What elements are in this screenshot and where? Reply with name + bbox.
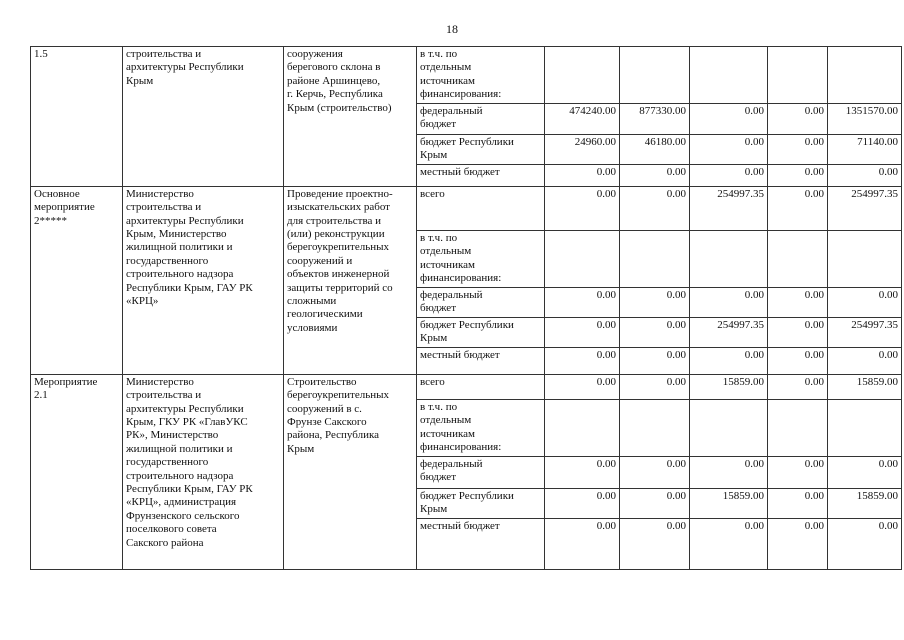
value-cell: 0.00 — [690, 518, 768, 569]
value-cell — [690, 47, 768, 104]
value-cell — [768, 399, 828, 456]
value-cell: 0.00 — [690, 456, 768, 488]
source-label: бюджет Республики Крым — [417, 488, 545, 518]
value-cell: 0.00 — [545, 456, 620, 488]
executor-cell: Министерство строительства и архитектуры Республики Крым, ГКУ РК «ГлавУКС РК», Министерство жилищной политики и государственного строительного надзора Республики Крым, ГАУ РК «КРЦ», администрация Фрунзенского сельского поселкового совета Сакского района — [123, 374, 284, 569]
row-id: Основное мероприятие 2***** — [31, 186, 123, 374]
value-cell: 0.00 — [545, 347, 620, 374]
value-cell: 0.00 — [620, 488, 690, 518]
value-cell: 0.00 — [545, 186, 620, 230]
value-cell: 0.00 — [768, 104, 828, 135]
value-cell: 0.00 — [690, 164, 768, 186]
description-cell: сооружения берегового склона в районе Аршинцево, г. Керчь, Республика Крым (строительство) — [284, 47, 417, 187]
value-cell: 0.00 — [768, 374, 828, 399]
value-cell: 877330.00 — [620, 104, 690, 135]
value-cell: 0.00 — [768, 287, 828, 317]
value-cell — [768, 47, 828, 104]
value-cell: 254997.35 — [690, 186, 768, 230]
value-cell: 1351570.00 — [828, 104, 902, 135]
value-cell: 0.00 — [620, 456, 690, 488]
value-cell: 0.00 — [545, 317, 620, 347]
value-cell: 0.00 — [768, 518, 828, 569]
value-cell: 0.00 — [768, 317, 828, 347]
value-cell: 0.00 — [768, 347, 828, 374]
value-cell — [545, 47, 620, 104]
value-cell: 0.00 — [828, 287, 902, 317]
value-cell — [545, 230, 620, 287]
source-label: федеральный бюджет — [417, 287, 545, 317]
value-cell: 0.00 — [620, 347, 690, 374]
value-cell — [768, 230, 828, 287]
value-cell: 0.00 — [768, 456, 828, 488]
page-number: 18 — [446, 22, 458, 36]
value-cell — [828, 399, 902, 456]
value-cell — [620, 399, 690, 456]
value-cell — [828, 230, 902, 287]
source-label: федеральный бюджет — [417, 456, 545, 488]
value-cell: 0.00 — [545, 374, 620, 399]
source-label: местный бюджет — [417, 164, 545, 186]
financing-table — [30, 46, 902, 570]
source-label: в т.ч. по отдельным источникам финансирования: — [417, 399, 545, 456]
value-cell: 0.00 — [828, 518, 902, 569]
source-label: в т.ч. по отдельным источникам финансирования: — [417, 230, 545, 287]
value-cell: 254997.35 — [690, 317, 768, 347]
value-cell: 24960.00 — [545, 135, 620, 165]
source-label: в т.ч. по отдельным источникам финансирования: — [417, 47, 545, 104]
source-label: местный бюджет — [417, 347, 545, 374]
value-cell: 0.00 — [828, 456, 902, 488]
value-cell: 0.00 — [620, 287, 690, 317]
value-cell: 0.00 — [545, 164, 620, 186]
value-cell: 0.00 — [690, 104, 768, 135]
value-cell: 0.00 — [768, 135, 828, 165]
source-label: всего — [417, 374, 545, 399]
value-cell — [545, 399, 620, 456]
source-label: бюджет Республики Крым — [417, 317, 545, 347]
source-label: местный бюджет — [417, 518, 545, 569]
value-cell: 0.00 — [545, 287, 620, 317]
value-cell: 0.00 — [620, 374, 690, 399]
value-cell: 0.00 — [768, 186, 828, 230]
source-label: федеральный бюджет — [417, 104, 545, 135]
value-cell — [620, 230, 690, 287]
value-cell — [828, 47, 902, 104]
row-id: 1.5 — [31, 47, 123, 187]
description-cell: Проведение проектно- изыскательских работ для строительства и (или) реконструкции берегоукрепительных сооружений и объектов инженерной защиты территорий со сложными геологическими условиями — [284, 186, 417, 374]
value-cell: 15859.00 — [828, 488, 902, 518]
value-cell: 254997.35 — [828, 317, 902, 347]
source-label: всего — [417, 186, 545, 230]
value-cell: 0.00 — [545, 488, 620, 518]
executor-cell: строительства и архитектуры Республики Крым — [123, 47, 284, 187]
value-cell: 15859.00 — [690, 374, 768, 399]
value-cell: 0.00 — [545, 518, 620, 569]
source-label: бюджет Республики Крым — [417, 135, 545, 165]
value-cell: 0.00 — [620, 518, 690, 569]
value-cell: 0.00 — [690, 135, 768, 165]
value-cell: 71140.00 — [828, 135, 902, 165]
value-cell: 15859.00 — [828, 374, 902, 399]
executor-cell: Министерство строительства и архитектуры Республики Крым, Министерство жилищной политики и государственного строительного надзора Республики Крым, ГАУ РК «КРЦ» — [123, 186, 284, 374]
value-cell: 46180.00 — [620, 135, 690, 165]
value-cell — [690, 230, 768, 287]
value-cell: 254997.35 — [828, 186, 902, 230]
value-cell: 474240.00 — [545, 104, 620, 135]
value-cell: 0.00 — [768, 164, 828, 186]
value-cell: 0.00 — [828, 347, 902, 374]
value-cell: 15859.00 — [690, 488, 768, 518]
value-cell — [620, 47, 690, 104]
value-cell — [690, 399, 768, 456]
value-cell: 0.00 — [620, 164, 690, 186]
table-row — [31, 47, 902, 104]
value-cell: 0.00 — [690, 347, 768, 374]
row-id: Мероприятие 2.1 — [31, 374, 123, 569]
table-row — [31, 374, 902, 399]
value-cell: 0.00 — [768, 488, 828, 518]
value-cell: 0.00 — [620, 186, 690, 230]
table-row — [31, 186, 902, 230]
value-cell: 0.00 — [690, 287, 768, 317]
value-cell: 0.00 — [828, 164, 902, 186]
description-cell: Строительство берегоукрепительных сооружений в с. Фрунзе Сакского района, Республика Крым — [284, 374, 417, 569]
value-cell: 0.00 — [620, 317, 690, 347]
